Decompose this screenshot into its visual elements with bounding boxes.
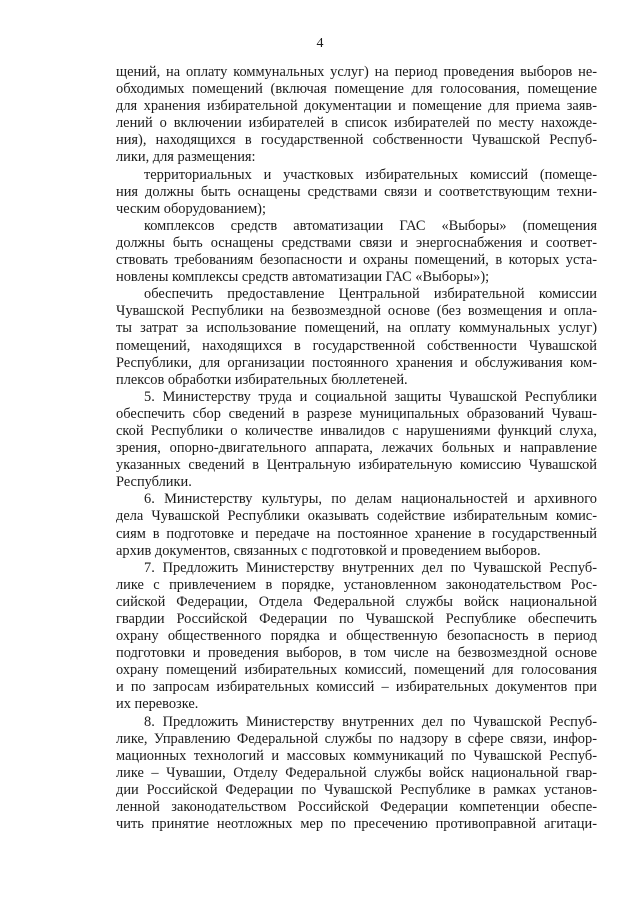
text-line: щений, на оплату коммунальных услуг) на период проведения выборов не- [116,64,597,80]
text-line: 5. Министерству труда и социальной защиты Чувашской Республики [144,388,597,405]
document-body [116,64,597,833]
text-line: ской Республики о количестве инвалидов с нарушениями функций слуха, [116,422,597,439]
text-line: ты затрат за использование помещений, на оплату коммунальных услуг) [116,320,597,337]
text-line: гвардии Российской Федерации по Чувашской Республике обеспечить [116,611,597,627]
text-line: территориальных и участковых избирательных комиссий (помеще- [144,166,597,183]
text-line: дела Чувашской Республики оказывать содействие избирательным комис- [116,508,597,525]
text-line: обеспечить сбор сведений в разрезе муниципальных образований Чуваш- [116,405,597,422]
text-line: 8. Предложить Министерству внутренних дел по Чувашской Респуб- [144,713,597,730]
text-line: архив документов, связанных с подготовкой и проведением выборов. [116,542,541,559]
text-line: указанных сведений в Центральную избирательную комиссию Чувашской [116,457,597,474]
text-line: лики, для размещения: [116,149,256,166]
text-line: помещений, находящихся в государственной собственности Чувашской [116,337,597,354]
text-line: лике – Чувашии, Отделу Федеральной службы войск национальной гвар- [116,764,597,781]
text-line: должны быть оснащены средствами связи и энергоснабжения и соответ- [116,234,597,251]
text-line: 7. Предложить Министерству внутренних дел по Чувашской Респуб- [144,559,597,576]
text-line: для хранения избирательной документации и помещение для приема заяв- [116,98,597,115]
text-line: сиям в подготовке и передаче на постоянное хранение в государственный [116,525,597,542]
text-line: зрения, опорно-двигательного аппарата, лежачих больных и направление [116,440,597,457]
text-line: лике с привлечением в порядке, установленном законодательством Рос- [116,576,597,593]
text-line: сийской Федерации, Отдела Федеральной службы войск национальной [116,593,597,610]
text-line: охрану помещений избирательных комиссий, помещений для голосования [116,662,597,679]
text-line: лике, Управлению Федеральной службы по надзору в сфере связи, инфор- [116,730,597,747]
text-line: 6. Министерству культуры, по делам национальностей и архивного [144,491,597,508]
text-line: дии Российской Федерации по Чувашской Республике в рамках установ- [116,781,597,798]
text-line: их перевозке. [116,696,199,713]
text-line: Чувашской Республики на безвозмездной основе (без возмещения и опла- [116,303,597,320]
text-line: Республики. [116,474,192,491]
text-line: мационных технологий и массовых коммуникаций по Чувашской Респуб- [116,747,597,764]
text-line: лений о включении избирателей в список избирателей по месту нахожде- [116,115,597,132]
text-line: ленной законодательством Российской Федерации компетенции обеспе- [116,799,597,816]
text-line: обеспечить предоставление Центральной избирательной комиссии [144,286,597,303]
text-line: ствовать требованиям безопасности и охраны помещений, в которых уста- [116,252,597,269]
text-line: охрану общественного порядка и общественную безопасность в период [116,628,597,645]
text-line: комплексов средств автоматизации ГАС «Выборы» (помещения [144,217,597,234]
text-line: плексов обработки избирательных бюллетеней. [116,371,408,388]
page-number: 4 [316,36,324,51]
text-line: подготовки и проведения выборов, в том числе на безвозмездной основе [116,645,597,662]
text-line: обходимых помещений (включая помещение для голосования, помещение [116,81,597,98]
text-line: Республики, для организации постоянного хранения и обслуживания ком- [116,354,597,371]
text-line: чить принятие неотложных мер по пресечению противоправной агитаци- [116,816,597,833]
text-line: ния), находящихся в государственной собственности Чувашской Респуб- [116,132,597,149]
text-line: и по запросам избирательных комиссий – избирательных документов при [116,679,597,696]
text-line: ческим оборудованием); [116,200,266,217]
text-line: новлены комплексы средств автоматизации ГАС «Выборы»); [116,269,490,286]
text-line: ния должны быть оснащены средствами связи и соответствующим техни- [116,183,597,200]
